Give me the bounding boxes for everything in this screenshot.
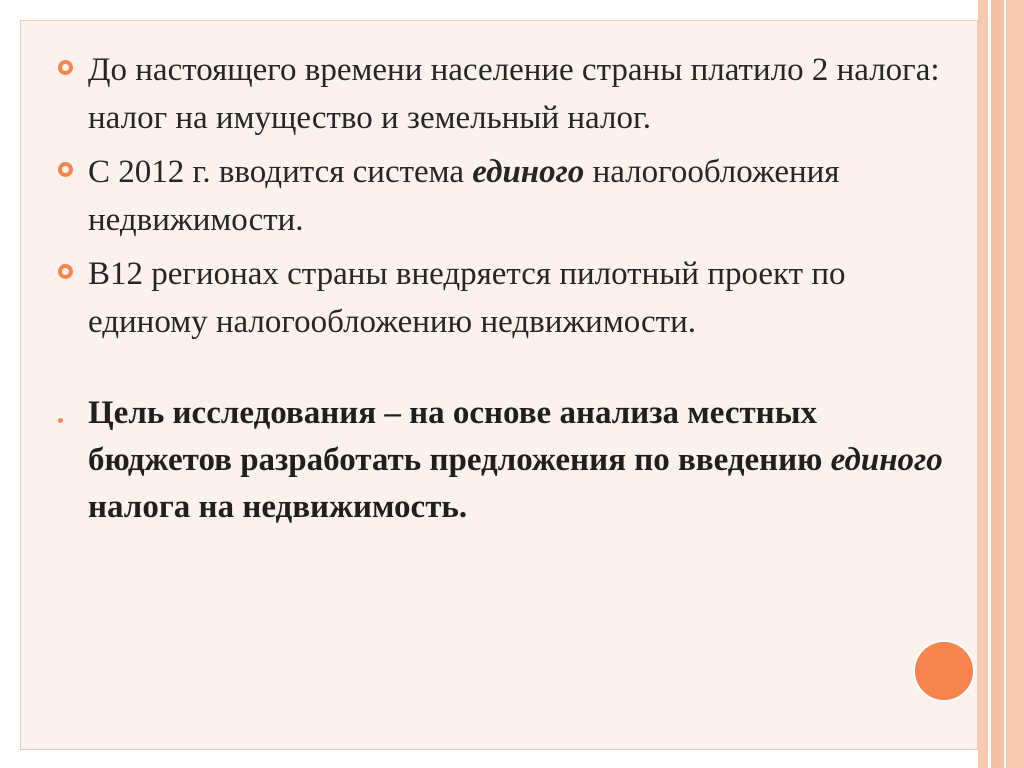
decorative-stripe: [978, 0, 988, 768]
decorative-stripe: [1006, 0, 1024, 768]
ring-bullet-icon: [58, 162, 73, 177]
decorative-stripe: [991, 0, 1004, 768]
research-goal: [56, 390, 956, 531]
bullet-item: [56, 250, 956, 346]
goal-text-after: налога на недвижимость.: [88, 489, 468, 525]
accent-circle-icon: [913, 640, 975, 702]
slide-body: [56, 46, 956, 537]
dot-bullet-icon: [58, 418, 63, 423]
bullet-text-after: налогообложения недвижимости.: [88, 154, 840, 238]
bullet-emphasis: единого: [472, 154, 585, 190]
ring-bullet-icon: [58, 264, 73, 279]
bullet-item: [56, 46, 956, 142]
bullet-item: [56, 148, 956, 244]
goal-emphasis: единого: [830, 442, 943, 478]
bullet-text: В12 регионах страны внедряется пилотный проект по единому налогообложению недвижимости.: [88, 256, 846, 340]
bullet-text-before: С 2012 г. вводится система: [88, 154, 473, 190]
ring-bullet-icon: [58, 60, 73, 75]
bullet-text: До настоящего времени население страны платило 2 налога: налог на имущество и земельный налог.: [88, 52, 940, 136]
frame-top: [0, 0, 976, 20]
goal-text-before: Цель исследования – на основе анализа местных бюджетов разработать предложения по введению: [88, 395, 831, 478]
